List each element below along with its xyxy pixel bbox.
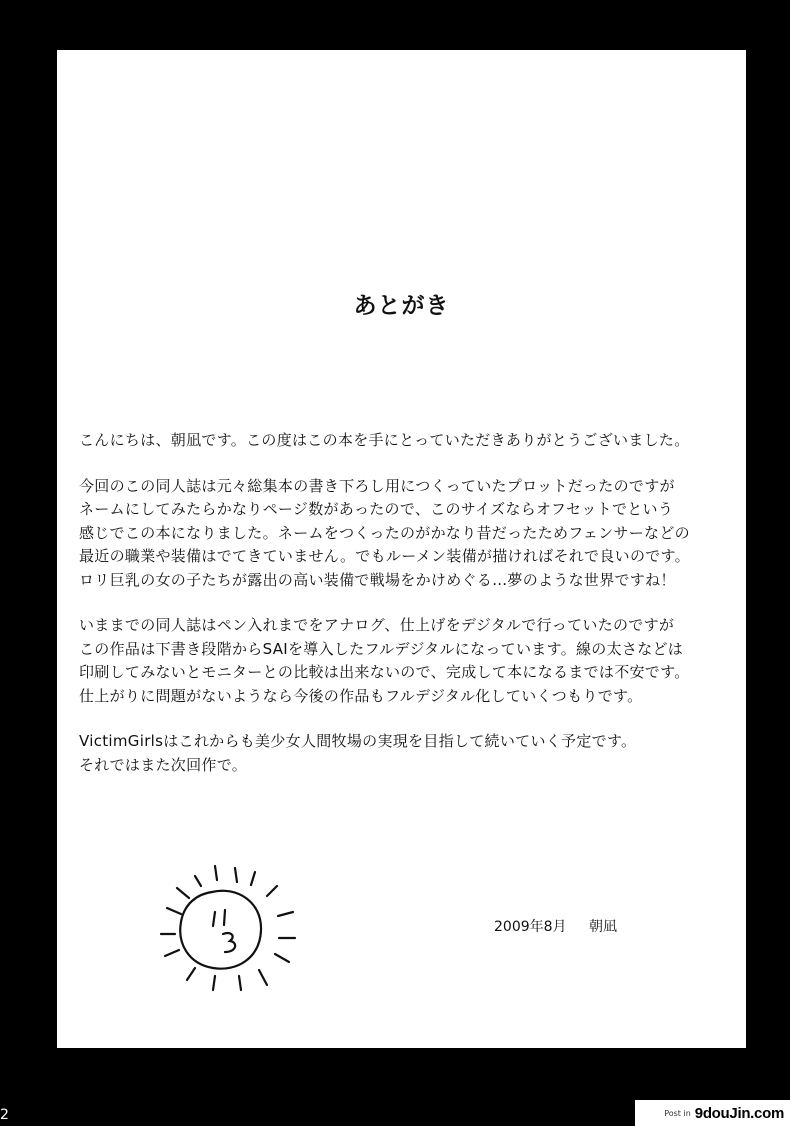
text-line: こんにちは、朝凪です。この度はこの本を手にとっていただきありがとうございました。: [79, 431, 690, 449]
afterword-body: [79, 429, 729, 799]
text-line: 感じでこの本になりました。ネームをつくったのがかなり昔だったためフェンサーなどの: [79, 523, 690, 542]
paragraph-greeting: [79, 429, 729, 453]
text-line: いままでの同人誌はペン入れまでをアナログ、仕上げをデジタルで行っていたのですが: [79, 616, 675, 634]
text-line: ロリ巨乳の女の子たちが露出の高い装備で戦場をかけめぐる…夢のような世界ですね！: [79, 570, 676, 589]
signature-date: 2009年8月: [494, 919, 567, 935]
afterword-page: [57, 50, 746, 1048]
text-line: それではまた次回作で。: [79, 755, 248, 774]
paragraph-about-book: [79, 475, 729, 593]
text-line: 最近の職業や装備はでてきていません。でもルーメン装備が描ければそれで良いのです。: [79, 547, 690, 565]
sun-face-doodle-icon: [137, 830, 317, 1000]
paragraph-closing: [79, 730, 729, 777]
signature-author: 朝凪: [589, 919, 617, 935]
watermark: [635, 1100, 790, 1126]
text-line: 仕上がりに問題がないようなら今後の作品もフルデジタル化していくつもりです。: [79, 686, 643, 705]
text-line: この作品は下書き段階からSAIを導入したフルデジタルになっています。線の太さなどは: [79, 639, 684, 658]
text-line: VictimGirlsはこれからも美少女人間牧場の実現を目指して続いていく予定です。: [79, 732, 637, 750]
page-number: 2: [0, 1107, 9, 1123]
text-line: 印刷してみないとモニターとの比較は出来ないので、完成して本になるまでは不安です。: [79, 663, 690, 681]
text-line: ネームにしてみたらかなりページ数があったので、このサイズならオフセットでという: [79, 500, 674, 518]
page-title: あとがき: [353, 293, 450, 319]
text-line: 今回のこの同人誌は元々総集本の書き下ろし用につくっていたプロットだったのですが: [79, 476, 675, 495]
watermark-brand: 9douJin.com: [694, 1104, 784, 1122]
watermark-prefix: Post in: [664, 1108, 691, 1118]
paragraph-digital: [79, 614, 729, 708]
signature: [494, 916, 617, 936]
